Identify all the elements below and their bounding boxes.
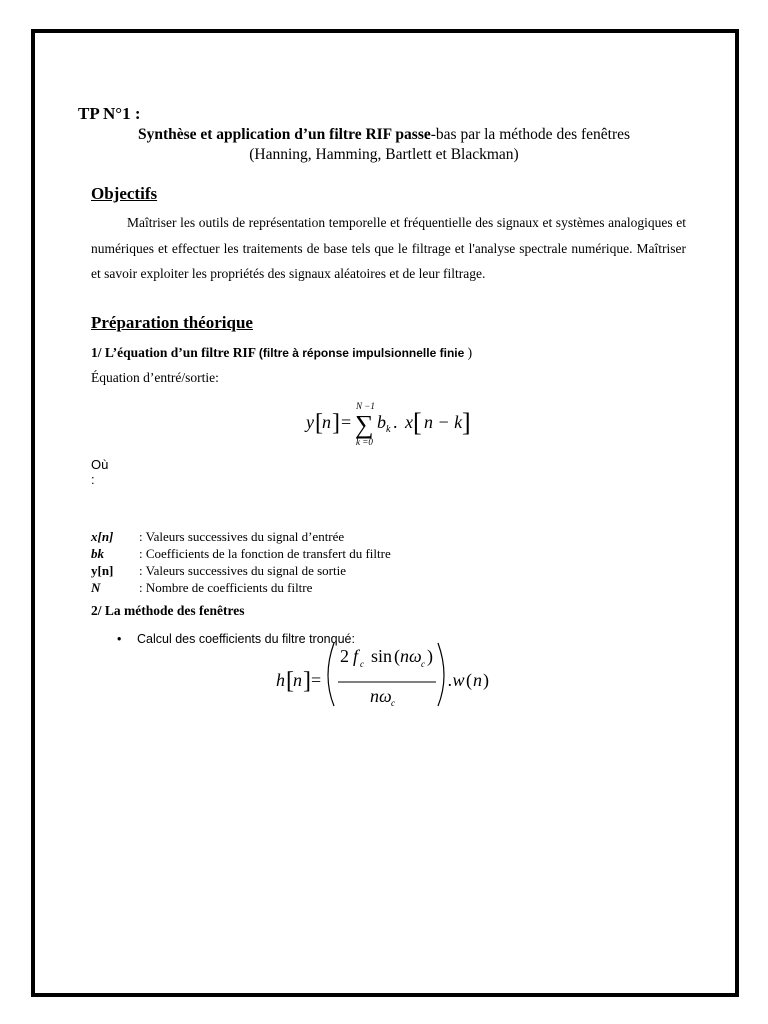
eq2-num-n: n <box>400 646 409 666</box>
eq2-num-rparen: ) <box>427 646 433 666</box>
definition-text: : Valeurs successives du signal d’entrée <box>139 529 345 544</box>
definition-text: : Coefficients de la fonction de transfert du filtre <box>139 546 391 561</box>
eq1-arg-rbracket: ] <box>462 408 471 437</box>
eq2-num-c2: c <box>421 659 425 669</box>
subtitle-line-1 <box>0 126 768 144</box>
eq1-equals: = <box>341 412 352 432</box>
where-label: Où : <box>91 457 109 487</box>
eq2-den-omega: ω <box>379 686 392 706</box>
eq1-arg-lbracket: [ <box>413 408 422 437</box>
definition-text: : Nombre de coefficients du filtre <box>139 580 313 595</box>
bullet-text: Calcul des coefficients du filtre tronqué: <box>137 632 355 646</box>
eq1-sum-lower: k =0 <box>356 437 373 447</box>
eq2-tail-w: .w <box>448 670 465 690</box>
section-2-title: 2/ La méthode des fenêtres <box>91 603 245 618</box>
eq1-k-sub: k <box>386 424 391 435</box>
section-1-title-bold: 1/ L’équation d’un filtre RIF <box>91 345 259 360</box>
section-1-title-sans: (filtre à réponse impulsionnelle finie <box>258 346 465 360</box>
subtitle-bold: Synthèse et application d’un filtre RIF passe <box>137 126 431 143</box>
definition-symbol: N <box>91 580 101 595</box>
eq1-n: n <box>322 412 331 432</box>
eq2-num-f: f <box>353 646 359 666</box>
preparation-heading: Préparation théorique <box>91 313 253 332</box>
eq2-den-n: n <box>370 686 379 706</box>
definition-b <box>91 546 391 562</box>
objectifs-paragraph: Maîtriser les outils de représentation temporelle et fréquentielle des signaux et systèmes analogiques et numériques et effectuer les traitements de base tels que le filtrage et l'analyse spectrale numérique. Maîtriser et savoir exploiter les propriétés des signaux aléatoires et de leur filtrage. <box>91 215 686 281</box>
eq2-rbracket: ] <box>303 668 311 694</box>
eq2-den-c: c <box>391 698 395 708</box>
definition-text: : Valeurs successives du signal de sortie <box>139 563 346 578</box>
eq2-num-omega: ω <box>409 646 422 666</box>
subtitle-normal: -bas par la méthode des fenêtres <box>430 126 631 143</box>
objectifs-heading: Objectifs <box>91 184 158 203</box>
eq2-lbracket: [ <box>286 668 294 694</box>
eq2-num-sin: sin <box>371 646 393 666</box>
page-border <box>31 29 739 997</box>
eq2-equals: = <box>311 670 322 690</box>
equation-label: Équation d’entré/sortie: <box>91 370 219 385</box>
section-1-title-end: ) <box>464 345 473 360</box>
eq1-arg: n − k <box>424 412 463 432</box>
bullet-dot-icon: • <box>117 632 122 646</box>
eq1-b: b <box>377 412 386 432</box>
eq2-num-lparen: ( <box>394 646 400 666</box>
subtitle-line-2: (Hanning, Hamming, Bartlett et Blackman) <box>249 146 519 163</box>
definition-symbol: bk <box>91 546 104 561</box>
definition-symbol: x[n] <box>91 529 114 544</box>
section-1-title <box>91 345 472 361</box>
eq1-sum-upper: N −1 <box>356 401 375 411</box>
eq1-dot: . <box>393 412 398 432</box>
eq2-h: h <box>276 670 285 690</box>
eq2-tail-lparen: ( <box>466 670 472 690</box>
eq1-lbracket: [ <box>315 410 323 436</box>
eq1-sigma: ∑ <box>355 410 374 439</box>
eq2-big-rparen <box>438 643 444 706</box>
eq2-n: n <box>293 670 302 690</box>
eq1-x: x <box>405 412 413 432</box>
tp-title: TP N°1 : <box>78 104 141 123</box>
eq1-y: y <box>306 412 314 432</box>
definition-y <box>91 563 346 579</box>
eq2-tail-n: n <box>473 670 482 690</box>
definition-n <box>91 580 312 596</box>
definition-symbol: y[n] <box>91 563 114 578</box>
eq2-tail-rparen: ) <box>483 670 489 690</box>
definition-x <box>91 529 344 545</box>
equation-io <box>300 395 500 450</box>
equation-window <box>270 640 500 712</box>
eq2-big-lparen <box>328 643 334 706</box>
eq1-rbracket: ] <box>332 410 340 436</box>
eq2-num-c: c <box>360 659 364 669</box>
eq2-num-2: 2 <box>340 646 349 666</box>
